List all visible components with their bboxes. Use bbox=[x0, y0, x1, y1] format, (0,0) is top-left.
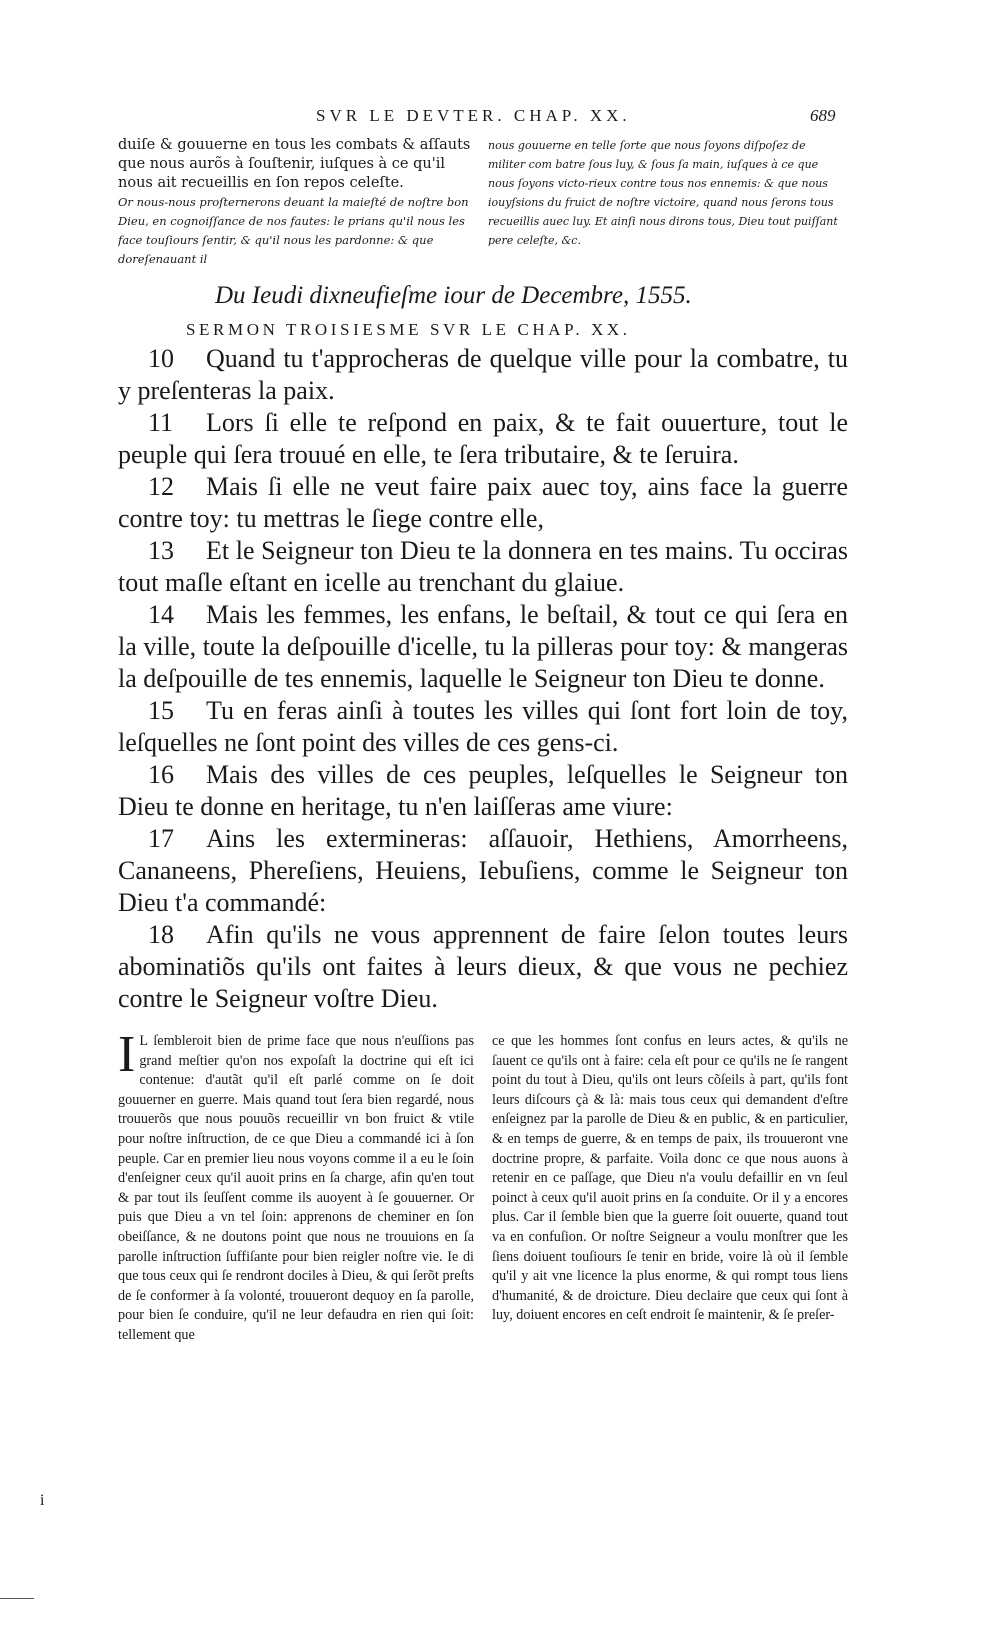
verse-text: Et le Seigneur ton Dieu te la donnera en tes mains. Tu occiras tout maſle eſtant en icelle au trenchant du glaiue. bbox=[118, 536, 848, 597]
verse-number: 13 bbox=[148, 536, 174, 565]
verse-text: Mais des villes de ces peuples, leſquelles le Seigneur ton Dieu te donne en heritage, tu n'en laiſſeras ame viure: bbox=[118, 760, 848, 821]
verse bbox=[118, 695, 848, 759]
verse-text: Ains les extermineras: aſſauoir, Hethiens, Amorrheens, Cananeens, Phereſiens, Heuiens, Iebuſiens, comme le Seigneur ton Dieu t'a commandé: bbox=[118, 824, 848, 917]
continuation-left-column bbox=[118, 136, 480, 266]
sermon-date: Du Ieudi dixneufieſme iour de Decembre, 1555. bbox=[215, 282, 692, 309]
verse bbox=[118, 823, 848, 919]
verse-text: Tu en feras ainſi à toutes les villes qui ſont fort loin de toy, leſquelles ne ſont point des villes de ces gens-ci. bbox=[118, 696, 848, 757]
scripture-verses bbox=[118, 343, 848, 1015]
commentary-right-column bbox=[492, 1032, 848, 1422]
commentary-left-paragraph bbox=[118, 1032, 474, 1346]
verse-number: 18 bbox=[148, 920, 174, 949]
verse-text: Mais ſi elle ne veut faire paix auec toy, ains face la guerre contre toy: tu mettras le ſiege contre elle, bbox=[118, 472, 848, 533]
verse-number: 10 bbox=[148, 344, 174, 373]
verse-number: 14 bbox=[148, 600, 174, 629]
continuation-left-text: duiſe & gouuerne en tous les combats & aſſauts que nous aurõs à ſouſtenir, iuſques à ce qu'il nous ait recueillis en ſon repos celeſte. bbox=[118, 137, 471, 191]
commentary-right-text: ce que les hommes ſont confus en leurs actes, & qu'ils ne ſauent ce qu'ils ont à faire: cela eſt pour ce qu'ils ne ſe rangent point du tout à Dieu, qu'ils ont leurs cõſeils à part, qu'ils font leurs diſcours çà & là: mais tous ceux qui demandent d'eſtre enſeignez par la parolle de Dieu & en public, & en particulier, & en temps de guerre, & en temps de paix, ils trouueront vne doctrine propre, & parfaite. Voila donc ce que nous auons à retenir en ce paſſage, que Dieu n'a voulu defaillir en vn ſeul poinct à ceux qu'il auoit prins en ſa conduite. Or il y a encores plus. Car il ſemble bien que la guerre ſoit ouuerte, quand tout va en confuſion. Or noſtre Seigneur a voulu monſtrer que les ſiens doiuent touſiours ſe tenir en bride, voire là où il ſemble qu'il y ait vne licence la plus enorme, & qui rompt tous liens d'humanité, & de droicture. Dieu declaire que ceux qui ſont à luy, doiuent encores en ceſt endroit ſe maintenir, & ſe preſer- bbox=[492, 1033, 848, 1324]
verse bbox=[118, 599, 848, 695]
page-number: 689 bbox=[810, 106, 836, 125]
margin-mark: i bbox=[40, 1492, 45, 1509]
verse-text: Mais les femmes, les enfans, le beſtail, & tout ce qui ſera en la ville, toute la deſpouille d'icelle, tu la pilleras pour toy: & mangeras la deſpouille de tes ennemis, laquelle le Seigneur ton Dieu te donne. bbox=[118, 600, 848, 693]
running-header: SVR LE DEVTER. CHAP. XX. bbox=[316, 106, 631, 125]
verse-number: 17 bbox=[148, 824, 174, 853]
continuation-right-column bbox=[488, 136, 840, 246]
verse-number: 12 bbox=[148, 472, 174, 501]
drop-cap: I bbox=[118, 1032, 136, 1083]
scan-edge-line bbox=[0, 1598, 34, 1599]
verse bbox=[118, 407, 848, 471]
verse bbox=[118, 535, 848, 599]
verse bbox=[118, 759, 848, 823]
verse-text: Afin qu'ils ne vous apprennent de faire ſelon toutes leurs abominatiõs qu'ils ont faites à leurs dieux, & que vous ne pechiez contre le Seigneur voſtre Dieu. bbox=[118, 920, 848, 1013]
verse-number: 11 bbox=[148, 408, 174, 437]
verse bbox=[118, 471, 848, 535]
commentary-left-text: L ſembleroit bien de prime face que nous n'euſſions pas grand meſtier qu'on nos expoſaſt la doctrine qui eſt ici contenue: d'autãt qu'il eſt parlé comme on ſe doit gouuerner en guerre. Mais quand tout ſera bien regardé, nous trouuerõs que nous pouuõs recueillir vn bon fruict & vtile pour noſtre inſtruction, de ce que Dieu a commandé ici à ſon peuple. Car en premier lieu nous voyons comme il a eu le ſoin d'enſeigner ceux qu'il auoit prins en ſa charge, afin qu'en tout & par tout ils ſeuſſent comme ils auoyent à ſe gouuerner. Or puis que Dieu a vn tel ſoin: apprenons de cheminer en ſon obeiſſance, & ne doutons point que nous ne trouuions en ſa parolle inſtruction ſuffiſante pour bien reigler noſtre vie. Ie di que tous ceux qui ſe rendront dociles à Dieu, & qui ſerõt preſts de ſe conformer à ſa volonté, trouueront dequoy en ſa parolle, pour bien ſe conduire, qu'il ne leur defaudra en rien qui ſoit: tellement que bbox=[118, 1033, 474, 1343]
prayer-right-text: nous gouuerne en telle ſorte que nous ſoyons diſpoſez de militer com batre ſous luy, & ſous ſa main, iuſques à ce que nous ſoyons victo-rieux contre tous nos ennemis: & que nous iouyſsions du fruict de noſtre victoire, quand nous ſerons tous recueillis auec luy. Et ainſi nous dirons tous, Dieu tout puiſſant pere celeſte, &c. bbox=[488, 139, 838, 246]
verse-text: Lors ſi elle te reſpond en paix, & te fait ouuerture, tout le peuple qui ſera trouué en elle, te ſera tributaire, & te ſeruira. bbox=[118, 408, 848, 469]
sermon-title: SERMON TROISIESME SVR LE CHAP. XX. bbox=[186, 320, 631, 339]
verse-number: 15 bbox=[148, 696, 174, 725]
verse bbox=[118, 343, 848, 407]
verse-number: 16 bbox=[148, 760, 174, 789]
commentary-left-column bbox=[118, 1032, 474, 1422]
prayer-left-text: Or nous-nous proſternerons deuant la maieſté de noſtre bon Dieu, en cognoiſſance de nos fautes: le prians qu'il nous les face touſiours ſentir, & qu'il nous les pardonne: & que doreſenauant il bbox=[118, 195, 469, 266]
verse bbox=[118, 919, 848, 1015]
verse-text: Quand tu t'approcheras de quelque ville pour la combatre, tu y preſenteras la paix. bbox=[118, 344, 848, 405]
